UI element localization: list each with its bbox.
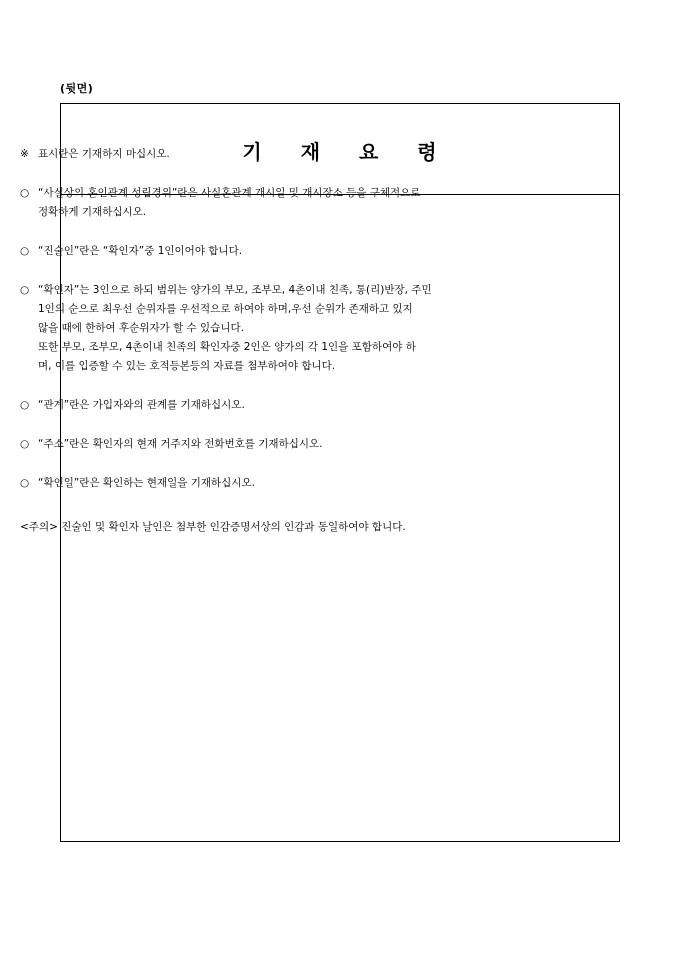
instruction-item xyxy=(20,435,540,454)
instructions-content xyxy=(20,145,540,537)
reference-mark-icon: ※ xyxy=(20,148,29,160)
circle-bullet-icon: ○ xyxy=(20,399,30,411)
caution-note: <주의> 진술인 및 확인자 날인은 첨부한 인감증명서상의 인감과 동일하여야 합니다. xyxy=(20,521,406,533)
instruction-line: 또한 부모, 조부모, 4촌이내 친족의 확인자중 2인은 양가의 각 1인을 포함하여야 하 xyxy=(38,341,416,353)
circle-bullet-icon: ○ xyxy=(20,284,30,296)
instruction-item xyxy=(20,184,540,222)
instruction-text xyxy=(38,474,540,493)
instruction-text xyxy=(38,281,540,376)
instruction-text xyxy=(38,145,540,164)
instruction-line: 정확하게 기재하십시오. xyxy=(38,206,147,218)
instruction-line: “확인일”란은 확인하는 현재일을 기재하십시오. xyxy=(38,477,255,489)
page-title: 기 재 요 령 xyxy=(242,139,438,164)
instruction-line: “관계”란은 가입자와의 관계를 기재하십시오. xyxy=(38,399,245,411)
back-side-label: (뒷면) xyxy=(60,82,94,95)
instruction-text xyxy=(38,242,540,261)
circle-bullet-icon: ○ xyxy=(20,187,30,199)
instruction-item xyxy=(20,242,540,261)
instruction-line: “주소”란은 확인자의 현재 거주지와 전화번호를 기재하십시오. xyxy=(38,438,323,450)
instruction-item xyxy=(20,474,540,493)
instruction-line: “확인자”는 3인으로 하되 범위는 양가의 부모, 조부모, 4촌이내 친족, 통(리)반장, 주민 xyxy=(38,284,432,296)
instruction-item xyxy=(20,145,540,164)
instruction-line: “사실상의 혼인관계 성립경위”란은 사실혼관계 개시일 및 개시장소 등을 구체적으로 xyxy=(38,187,421,199)
instruction-text xyxy=(38,184,540,222)
instruction-line: 표시란은 기재하지 마십시오. xyxy=(38,148,170,160)
circle-bullet-icon: ○ xyxy=(20,438,30,450)
instruction-list xyxy=(20,145,540,493)
instruction-line: 않을 때에 한하여 후순위자가 할 수 있습니다. xyxy=(38,322,244,334)
instruction-line: 며, 이를 입증할 수 있는 호적등본등의 자료를 첨부하여야 합니다. xyxy=(38,360,336,372)
instruction-item xyxy=(20,281,540,376)
circle-bullet-icon: ○ xyxy=(20,245,30,257)
instruction-text xyxy=(38,396,540,415)
instruction-text xyxy=(38,435,540,454)
instruction-line: “진술인”란은 “확인자”중 1인이어야 합니다. xyxy=(38,245,243,257)
instruction-line: 1인의 순으로 최우선 순위자를 우선적으로 하여야 하며,우선 순위가 존재하고 있지 xyxy=(38,303,413,315)
circle-bullet-icon: ○ xyxy=(20,477,30,489)
instruction-item xyxy=(20,396,540,415)
